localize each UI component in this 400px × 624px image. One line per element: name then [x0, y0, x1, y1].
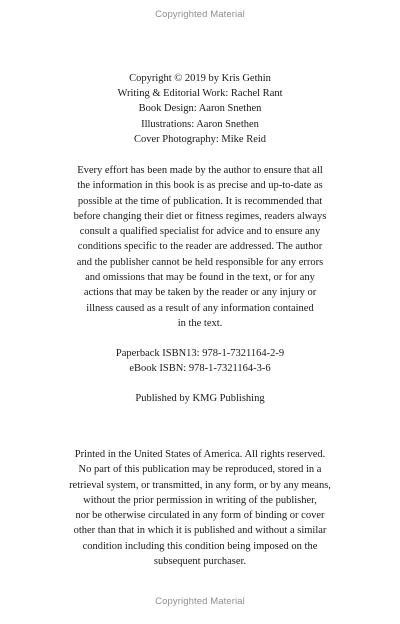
disclaimer-line: before changing their diet or fitness regimes, readers always — [73, 210, 327, 222]
photography-credit: Cover Photography: Mike Reid — [133, 133, 267, 145]
illustration-credit: Illustrations: Aaron Snethen — [141, 118, 259, 130]
watermark-top: Copyrighted Material — [155, 9, 245, 20]
disclaimer-line: consult a qualified specialist for advice and to ensure any — [79, 226, 321, 238]
disclaimer-line: and the publisher cannot be held responsible for any errors — [76, 256, 324, 268]
disclaimer-line: actions that may be taken by the reader or any injury or — [83, 287, 317, 299]
credits-block — [56, 71, 344, 147]
disclaimer-line: Every effort has been made by the author to ensure that all — [77, 165, 323, 176]
paperback-isbn: Paperback ISBN13: 978-1-7321164-2-9 — [115, 348, 285, 359]
editorial-credit: Writing & Editorial Work: Rachel Rant — [117, 88, 283, 100]
copyright-line: Copyright © 2019 by Kris Gethin — [129, 73, 271, 84]
rights-line: No part of this publication may be reproduced, stored in a — [78, 464, 322, 476]
design-credit: Book Design: Aaron Snethen — [138, 103, 262, 115]
watermark-bottom: Copyrighted Material — [155, 596, 245, 607]
disclaimer-line: possible at the time of publication. It is recommended that — [77, 195, 323, 207]
rights-line: retrieval system, or transmitted, in any form, or by any means, — [69, 479, 331, 491]
rights-line: without the prior permission in writing of the publisher, — [83, 494, 317, 506]
rights-line: other than that in which it is published and without a similar — [73, 525, 327, 537]
disclaimer-paragraph — [56, 163, 344, 331]
rights-line: condition including this condition being imposed on the — [82, 540, 318, 552]
disclaimer-line: conditions specific to the reader are addressed. The author — [77, 241, 323, 253]
isbn-block — [56, 346, 344, 376]
disclaimer-line: and omissions that may be found in the text, or for any — [85, 272, 315, 284]
rights-line: Printed in the United States of America. All rights reserved. — [74, 449, 326, 460]
rights-paragraph — [56, 447, 344, 569]
disclaimer-line: the information in this book is as precise and up-to-date as — [77, 180, 323, 192]
disclaimer-line: in the text. — [177, 317, 223, 329]
rights-line: subsequent purchaser. — [153, 556, 247, 568]
disclaimer-line: illness caused as a result of any information contained — [86, 302, 314, 314]
rights-line: nor be otherwise circulated in any form of binding or cover — [75, 510, 325, 522]
publisher-line: Published by KMG Publishing — [135, 393, 265, 404]
ebook-isbn: eBook ISBN: 978-1-7321164-3-6 — [129, 363, 271, 375]
